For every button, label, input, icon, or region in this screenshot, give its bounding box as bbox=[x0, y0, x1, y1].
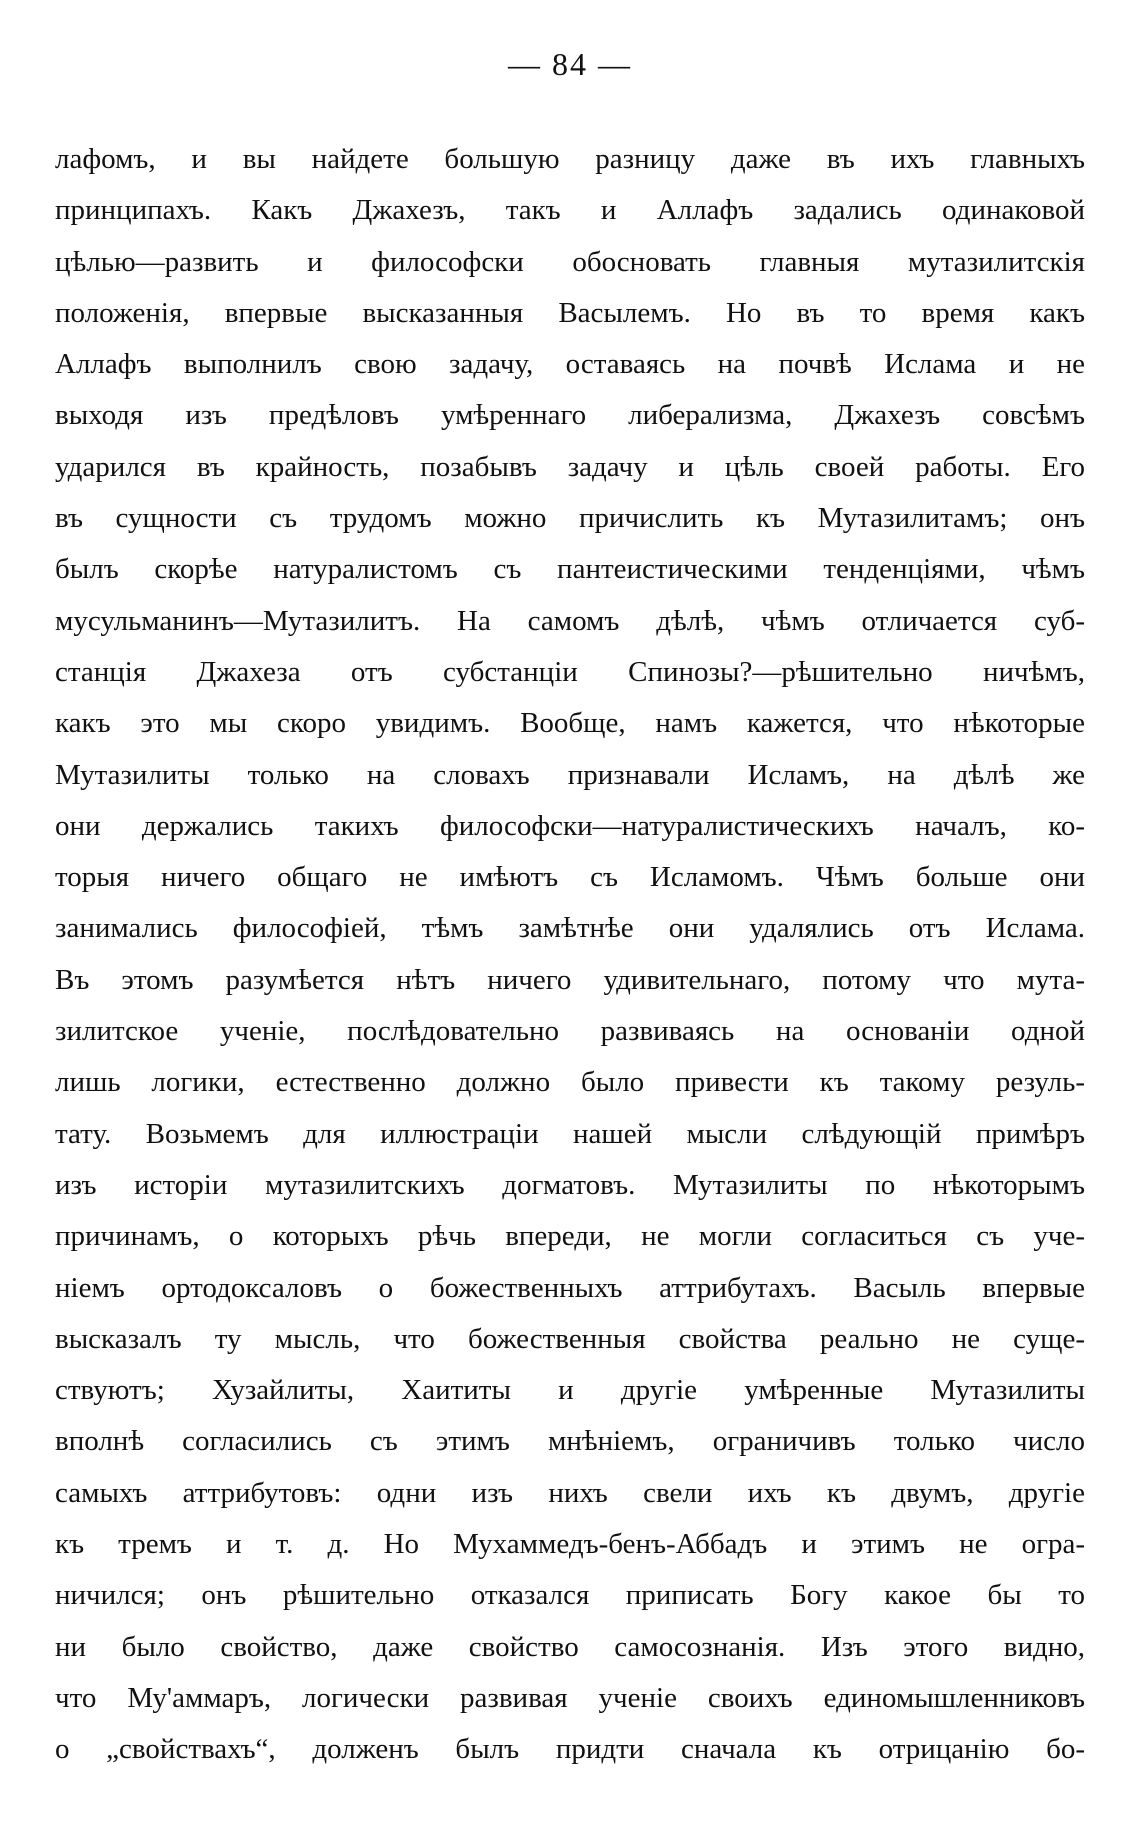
text-line: ни было свойство, даже свойство самосознанія. Изъ этого видно, bbox=[55, 1630, 1085, 1663]
text-line: ствуютъ; Хузайлиты, Хаититы и другіе умѣренные Мутазилиты bbox=[55, 1374, 1085, 1407]
text-line: о „свойствахъ“, долженъ былъ придти сначала къ отрицанію бо- bbox=[55, 1733, 1085, 1766]
text-line: цѣлью—развить и философски обосновать главныя мутазилитскія bbox=[55, 245, 1085, 278]
text-line: какъ это мы скоро увидимъ. Вообще, намъ кажется, что нѣкоторые bbox=[55, 707, 1085, 740]
text-line: принципахъ. Какъ Джахезъ, такъ и Аллафъ задались одинаковой bbox=[55, 194, 1085, 227]
text-line: положенія, впервые высказанныя Васылемъ. Но въ то время какъ bbox=[55, 296, 1085, 329]
text-line: къ тремъ и т. д. Но Мухаммедъ-бенъ-Аббадъ и этимъ не огра- bbox=[55, 1528, 1085, 1561]
text-line: самыхъ аттрибутовъ: одни изъ нихъ свели ихъ къ двумъ, другіе bbox=[55, 1476, 1085, 1509]
text-line: изъ исторіи мутазилитскихъ догматовъ. Мутазилиты по нѣкоторымъ bbox=[55, 1168, 1085, 1201]
text-line: Мутазилиты только на словахъ признавали Исламъ, на дѣлѣ же bbox=[55, 758, 1085, 791]
text-line: въ сущности съ трудомъ можно причислить къ Мутазилитамъ; онъ bbox=[55, 502, 1085, 535]
text-line: выходя изъ предѣловъ умѣреннаго либерализма, Джахезъ совсѣмъ bbox=[55, 399, 1085, 432]
text-line: они держались такихъ философски—натуралистическихъ началъ, ко- bbox=[55, 809, 1085, 842]
text-line: былъ скорѣе натуралистомъ съ пантеистическими тенденціями, чѣмъ bbox=[55, 553, 1085, 586]
text-line: вполнѣ согласились съ этимъ мнѣніемъ, ограничивъ только число bbox=[55, 1425, 1085, 1458]
text-line: ничился; онъ рѣшительно отказался приписать Богу какое бы то bbox=[55, 1579, 1085, 1612]
text-line: станція Джахеза отъ субстанціи Спинозы?—рѣшительно ничѣмъ, bbox=[55, 655, 1085, 688]
body-text bbox=[55, 134, 1085, 1776]
text-line: Въ этомъ разумѣется нѣтъ ничего удивительнаго, потому что мута- bbox=[55, 963, 1085, 996]
text-line: что Му'аммаръ, логически развивая ученіе своихъ единомышленниковъ bbox=[55, 1681, 1085, 1714]
text-line: ніемъ ортодоксаловъ о божественныхъ аттрибутахъ. Васыль впервые bbox=[55, 1271, 1085, 1304]
text-line: торыя ничего общаго не имѣютъ съ Исламомъ. Чѣмъ больше они bbox=[55, 861, 1085, 894]
text-line: лишь логики, естественно должно было привести къ такому резуль- bbox=[55, 1066, 1085, 1099]
text-line: лафомъ, и вы найдете большую разницу даже въ ихъ главныхъ bbox=[55, 143, 1085, 175]
text-line: Аллафъ выполнилъ свою задачу, оставаясь на почвѣ Ислама и не bbox=[55, 348, 1085, 381]
text-line: причинамъ, о которыхъ рѣчь впереди, не могли согласиться съ уче- bbox=[55, 1220, 1085, 1253]
text-line: занимались философіей, тѣмъ замѣтнѣе они удалялись отъ Ислама. bbox=[55, 912, 1085, 945]
text-line: высказалъ ту мысль, что божественныя свойства реально не суще- bbox=[55, 1322, 1085, 1355]
page-number: — 84 — bbox=[508, 46, 632, 82]
text-line: тату. Возьмемъ для иллюстраціи нашей мысли слѣдующій примѣръ bbox=[55, 1117, 1085, 1150]
text-line: зилитское ученіе, послѣдовательно развиваясь на основаніи одной bbox=[55, 1015, 1085, 1048]
text-line: мусульманинъ—Мутазилитъ. На самомъ дѣлѣ, чѣмъ отличается суб- bbox=[55, 604, 1085, 637]
text-line: ударился въ крайность, позабывъ задачу и цѣль своей работы. Его bbox=[55, 450, 1085, 483]
